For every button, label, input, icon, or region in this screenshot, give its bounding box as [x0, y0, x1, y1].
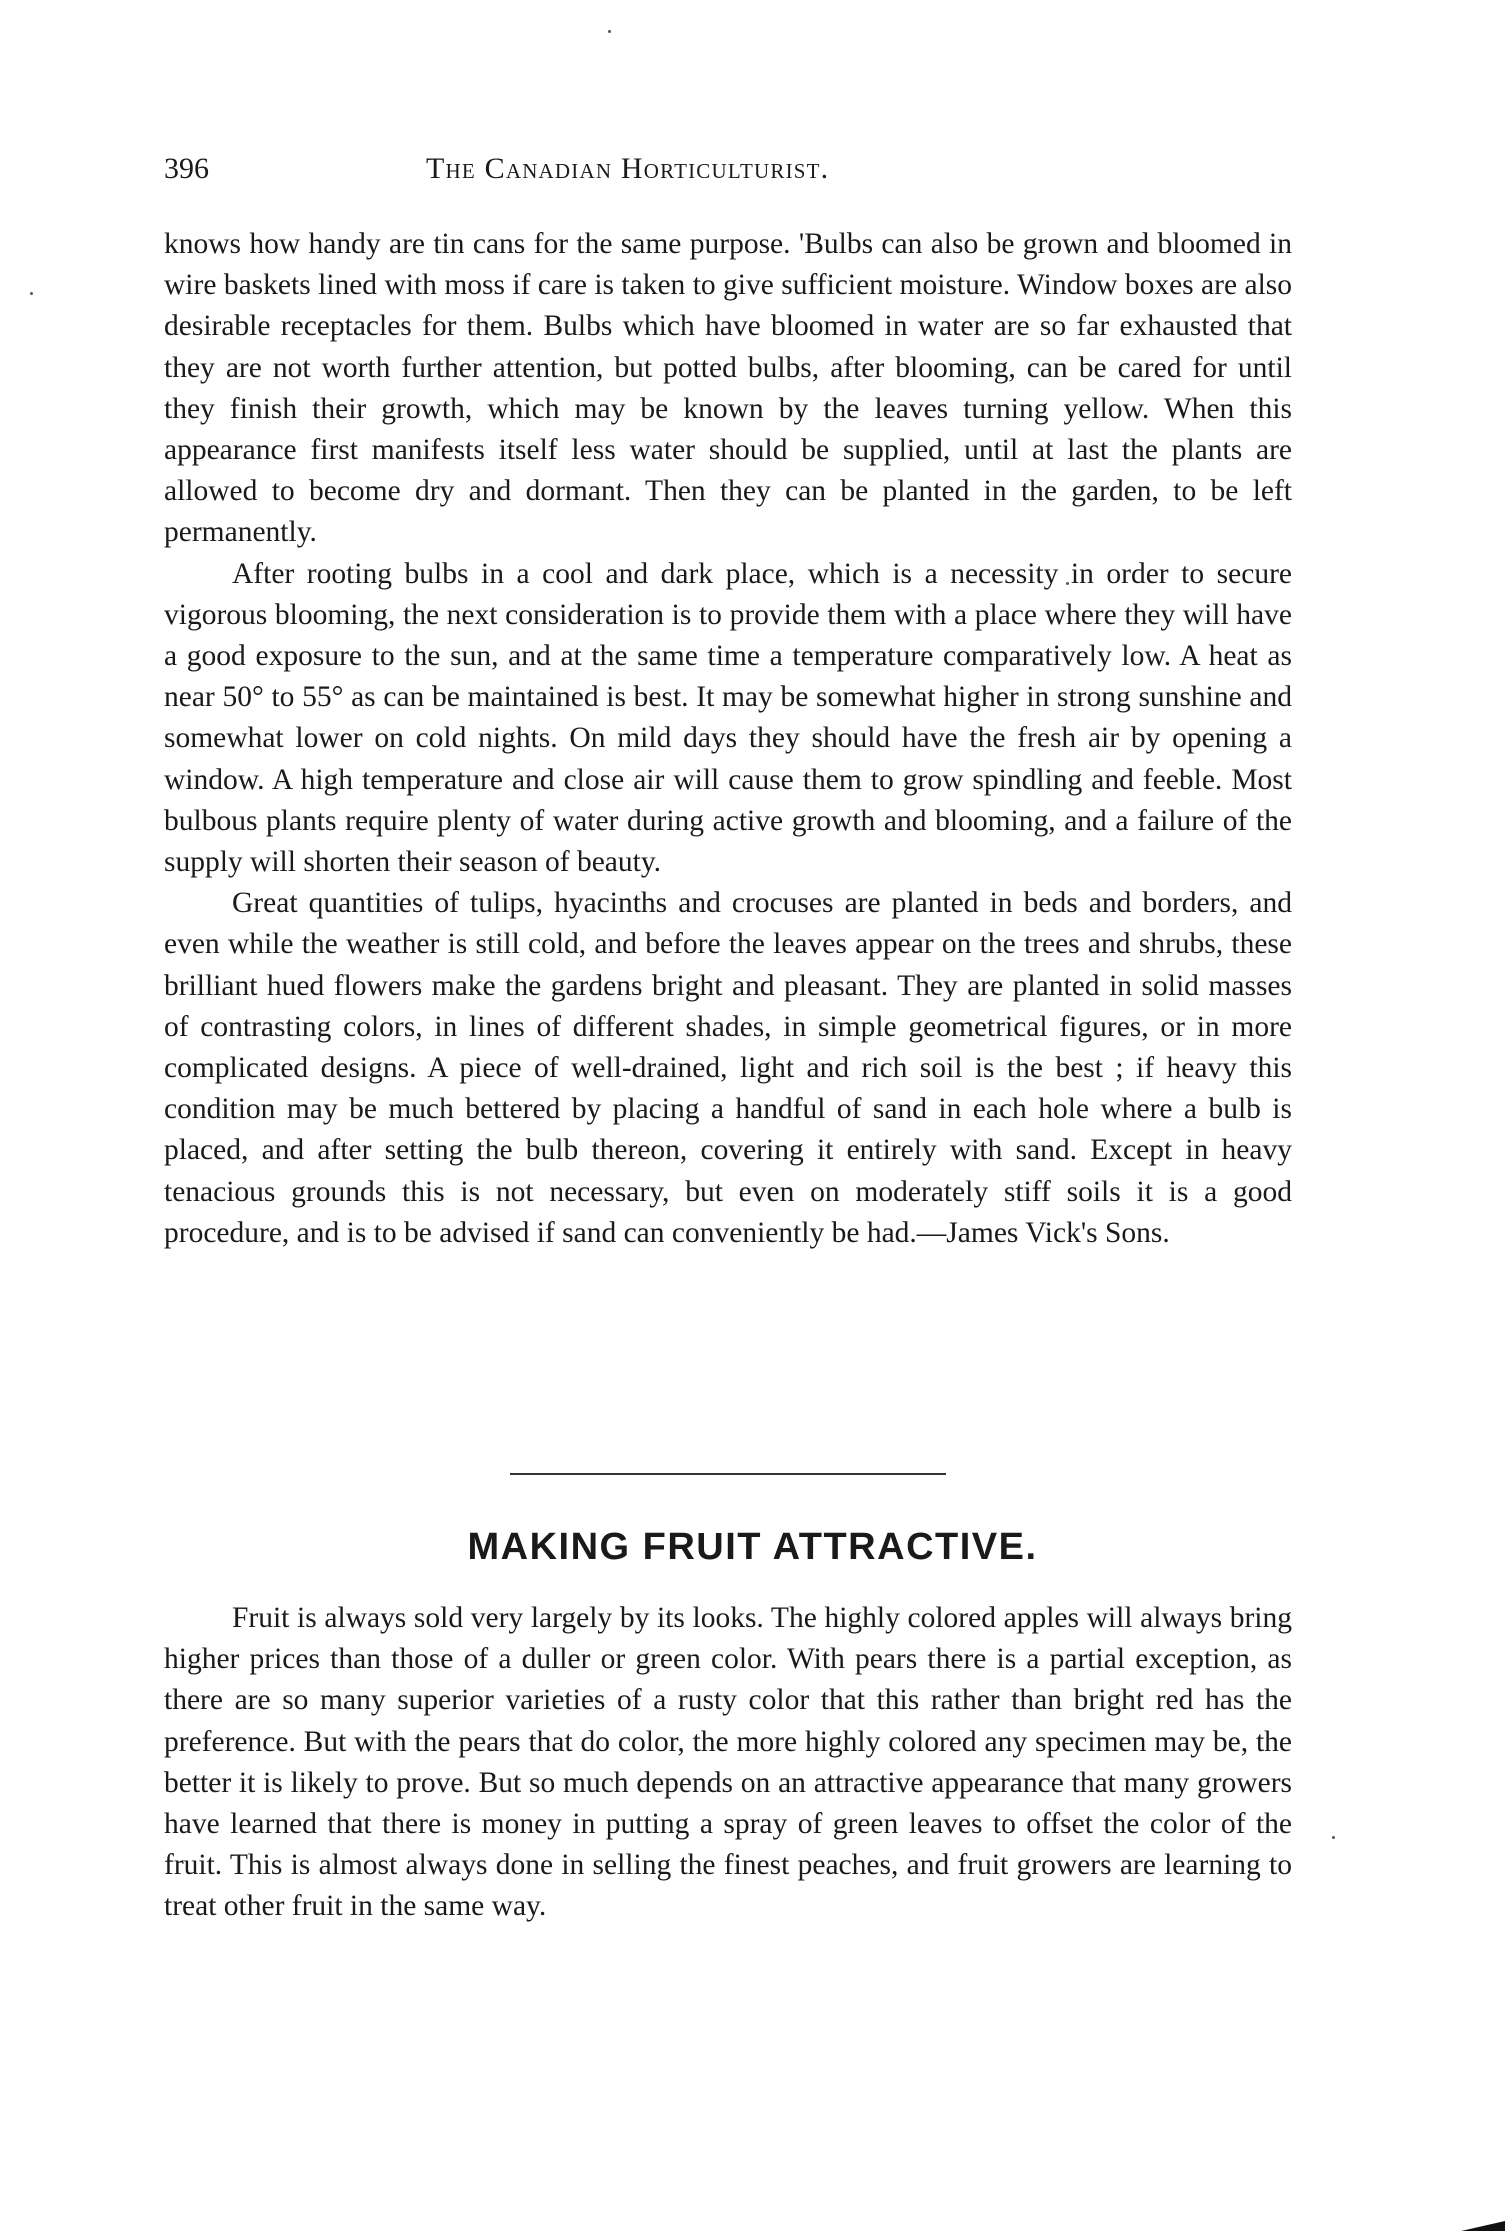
paragraph: After rooting bulbs in a cool and dark place, which is a necessity in order to secure vigorous blooming, the next consideration is to provide them with a place where they will have a good exposure to the sun, and at the same time a temperature comparatively low. A heat as near 50° to 55° as can be maintained is best. It may be somewhat higher in strong sunshine and somewhat lower on cold nights. On mild days they should have the fresh air by opening a window. A high temperature and close air will cause them to grow spindling and feeble. Most bulbous plants require plenty of water during active growth and blooming, and a failure of the supply will shorten their season of beauty.	[164, 557, 1292, 879]
article-continued	[164, 224, 1292, 1254]
running-head	[164, 152, 1294, 196]
scan-speck	[30, 292, 33, 295]
article-making-fruit-attractive	[164, 1598, 1292, 1928]
scan-speck	[608, 30, 611, 33]
section-heading: MAKING FRUIT ATTRACTIVE.	[467, 1526, 1038, 1568]
scan-corner-mark	[1461, 2221, 1505, 2231]
journal-title: The Canadian Horticulturist.	[426, 152, 830, 185]
paragraph: Great quantities of tulips, hyacinths and crocuses are planted in beds and borders, and even while the weather is still cold, and before the leaves appear on the trees and shrubs, these brilliant hued flowers make the gardens bright and pleasant. They are planted in solid masses of contrasting colors, in lines of different shades, in simple geometrical figures, or in more complicated designs. A piece of well-drained, light and rich soil is the best ; if heavy this condition may be much bettered by placing a handful of sand in each hole where a bulb is placed, and after setting the bulb thereon, covering it entirely with sand. Except in heavy tenacious grounds this is not necessary, but even on moderately stiff soils it is a good procedure, and is to be advised if sand can conveniently be had.—James Vick's Sons.	[164, 887, 1292, 1249]
paragraph: Fruit is always sold very largely by its looks. The highly colored apples will always bring higher prices than those of a duller or green color. With pears there is a partial exception, as there are so many superior varieties of a rusty color that this rather than bright red has the preference. But with the pears that do color, the more highly colored any specimen may be, the better it is likely to prove. But so much depends on an attractive appearance that many growers have learned that there is money in putting a spray of green leaves to offset the color of the fruit. This is almost always done in selling the finest peaches, and fruit growers are learning to treat other fruit in the same way.	[164, 1602, 1292, 1923]
scan-speck	[1332, 1836, 1335, 1839]
section-divider	[510, 1473, 946, 1475]
page-number: 396	[164, 152, 209, 185]
paragraph: knows how handy are tin cans for the same purpose. 'Bulbs can also be grown and bloomed in wire baskets lined with moss if care is taken to give sufficient moisture. Window boxes are also desirable receptacles for them. Bulbs which have bloomed in water are so far exhausted that they are not worth further attention, but potted bulbs, after blooming, can be cared for until they finish their growth, which may be known by the leaves turning yellow. When this appearance first manifests itself less water should be supplied, until at last the plants are allowed to become dry and dormant. Then they can be planted in the garden, to be left permanently.	[164, 228, 1292, 549]
